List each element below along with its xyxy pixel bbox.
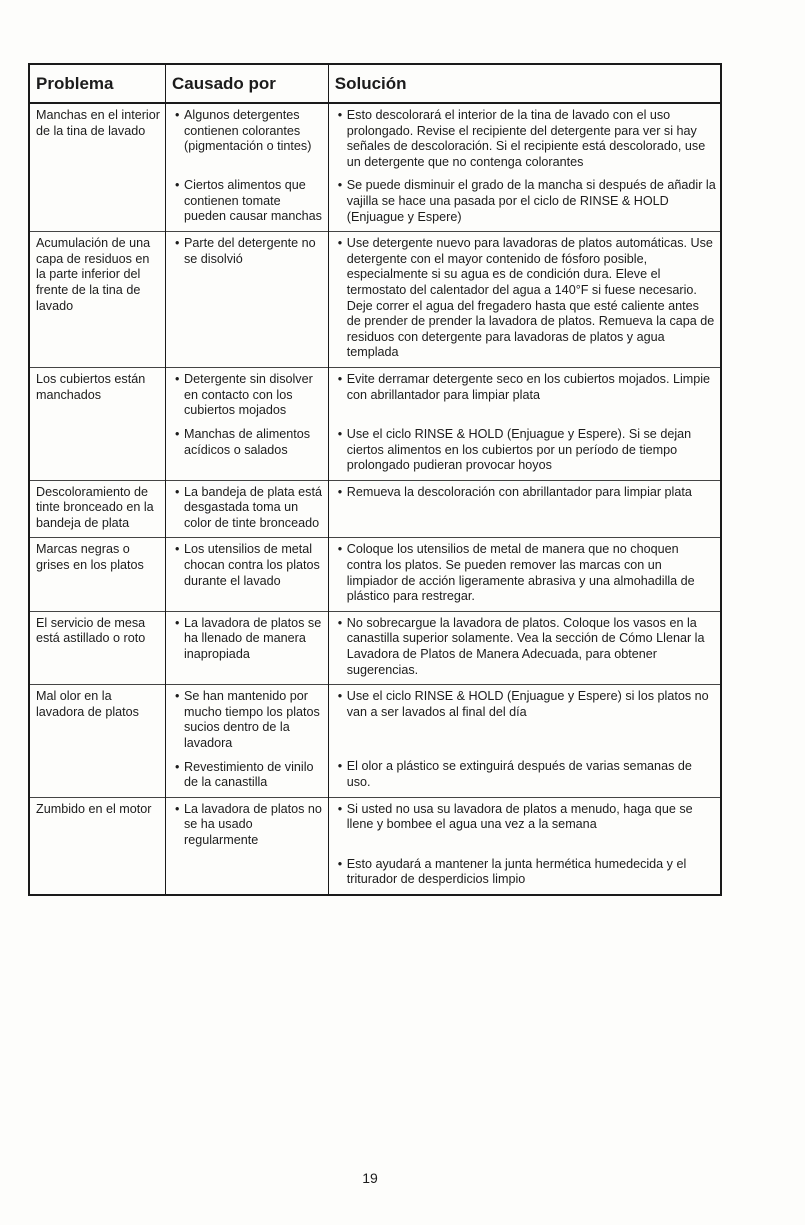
problem-text: Zumbido en el motor [36,801,152,816]
problem-text: El servicio de mesa está astillado o roto [36,615,146,646]
cause-entry [172,485,324,532]
solution-entry [335,759,716,790]
solution-cell [328,367,721,480]
problem-cell [29,797,166,895]
solution-cell [328,232,721,368]
cause-cell [166,232,329,368]
cause-text: Manchas de alimentos acídicos o salados [184,426,311,457]
solution-entry [335,689,716,751]
problem-text: Manchas en el interior de la tina de lavado [36,108,160,138]
cause-text: Parte del detergente no se disolvió [184,236,316,266]
solution-entry [335,485,716,501]
troubleshooting-table [28,63,722,896]
solution-entry [335,178,716,225]
bullet-icon: • [175,615,180,630]
problem-text: Descoloramiento de tinte bronceado en la bandeja de plata [36,484,154,530]
bullet-icon: • [337,689,343,704]
bullet-icon: • [337,615,343,630]
solution-text: Use el ciclo RINSE & HOLD (Enjuague y Espere). Si se dejan ciertos alimentos en los cubiertos por un período de tiempo prolongado pudieran provocar hoyos [346,426,692,473]
solution-text: El olor a plástico se extinguirá después de varias semanas de uso. [346,759,692,789]
cause-text: La bandeja de plata está desgastada toma un color de tinte bronceado [184,484,322,530]
cause-text: Algunos detergentes contienen colorantes (pigmentación o tintes) [184,108,312,154]
solution-entry [335,236,716,361]
solution-cell [328,103,721,232]
cause-entry [172,542,324,589]
solution-text: Esto descolorará el interior de la tina de lavado con el uso prolongado. Revise el recipiente del detergente para ver si hay señales de descoloración. Si el recipiente está descolorado, use un detergente que no contenga colorantes [346,108,706,169]
cause-entry [172,689,324,751]
problem-cell [29,538,166,611]
solution-cell [328,685,721,798]
bullet-icon: • [337,426,343,441]
solution-entry [335,427,716,474]
solution-text: No sobrecargue la lavadora de platos. Coloque los vasos en la canastilla superior solamente. Vea la sección de Cómo Llenar la Lavadora de Platos de Manera Adecuada, para obtener sugerencias. [346,615,705,677]
problem-cell [29,685,166,798]
bullet-icon: • [337,542,343,557]
cause-entry [172,236,324,267]
problem-cell [29,232,166,368]
bullet-icon: • [337,236,343,251]
bullet-icon: • [175,542,180,557]
table-row [29,232,721,368]
cause-cell [166,685,329,798]
problem-cell [29,367,166,480]
cause-entry [172,372,324,419]
table-row [29,538,721,611]
bullet-icon: • [175,484,180,499]
solution-text: Se puede disminuir el grado de la mancha si después de añadir la vajilla se hace una pasada por el ciclo de RINSE & HOLD (Enjuague y Espere) [346,178,716,224]
cause-cell [166,367,329,480]
solution-entry [335,857,716,888]
bullet-icon: • [337,856,343,871]
cause-text: Detergente sin disolver en contacto con los cubiertos mojados [184,371,313,418]
bullet-icon: • [337,108,343,122]
bullet-icon: • [175,689,180,704]
bullet-icon: • [175,371,180,386]
table-row [29,103,721,232]
cause-text: La lavadora de platos no se ha usado regularmente [184,801,322,847]
header-solution: Solución [328,64,721,103]
problem-text: Acumulación de una capa de residuos en la parte inferior del frente de la tina de lavado [36,236,151,313]
problem-cell [29,480,166,538]
cause-entry [172,108,324,170]
problem-text: Los cubiertos están manchados [36,371,146,402]
solution-entry [335,372,716,419]
bullet-icon: • [337,178,343,193]
bullet-icon: • [175,426,180,441]
solution-text: Use el ciclo RINSE & HOLD (Enjuague y Espere) si los platos no van a ser lavados al final del día [346,689,709,719]
cause-cell [166,103,329,232]
cause-entry [172,616,324,663]
table-body [29,103,721,895]
problem-cell [29,103,166,232]
problem-text: Mal olor en la lavadora de platos [36,689,139,719]
solution-text: Evite derramar detergente seco en los cubiertos mojados. Limpie con abrillantador para limpiar plata [346,371,711,402]
solution-entry [335,616,716,678]
solution-cell [328,611,721,684]
cause-text: Se han mantenido por mucho tiempo los platos sucios dentro de la lavadora [184,689,320,750]
table-row [29,367,721,480]
cause-text: Ciertos alimentos que contienen tomate pueden causar manchas [184,178,322,224]
solution-text: Si usted no usa su lavadora de platos a menudo, haga que se llene y bombee el agua una vez a la semana [346,801,693,832]
cause-text: Los utensilios de metal chocan contra los platos durante el lavado [184,542,320,588]
bullet-icon: • [175,108,180,122]
table-row [29,797,721,895]
header-cause: Causado por [166,64,329,103]
table-row [29,480,721,538]
solution-entry [335,542,716,604]
bullet-icon: • [175,759,180,774]
bullet-icon: • [337,759,343,774]
cause-entry [172,760,324,791]
cause-text: Revestimiento de vinilo de la canastilla [184,759,314,790]
solution-cell [328,538,721,611]
cause-cell [166,797,329,895]
solution-text: Esto ayudará a mantener la junta hermética humedecida y el triturador de desperdicios limpio [346,856,687,887]
table-header-row [29,64,721,103]
problem-text: Marcas negras o grises en los platos [36,542,144,573]
table-row [29,611,721,684]
bullet-icon: • [175,178,180,192]
cause-cell [166,480,329,538]
bullet-icon: • [175,801,180,816]
cause-text: La lavadora de platos se ha llenado de manera inapropiada [184,615,322,662]
solution-entry [335,108,716,170]
cause-cell [166,538,329,611]
cause-cell [166,611,329,684]
header-problem: Problema [29,64,166,103]
solution-cell [328,797,721,895]
solution-text: Coloque los utensilios de metal de manera que no choquen contra los platos. Se pueden remover las marcas con un limpiador de acción ligeramente abrasiva y una almohadilla de plástico para restregar. [346,542,695,604]
bullet-icon: • [337,484,343,499]
solution-text: Use detergente nuevo para lavadoras de platos automáticas. Use detergente con el mayor contenido de fósforo posible, especialmente si su agua es de condición dura. Eleve el termostato del calentador del agua a 140°F si fuese necesario. Deje correr el agua del fregadero hasta que esté caliente antes de prender de prender la lavadora de platos. Remueva la capa de residuos con detergente para lavadoras de platos y agua templada [346,236,715,360]
cause-entry [172,178,324,225]
bullet-icon: • [337,371,343,386]
solution-text: Remueva la descoloración con abrillantador para limpiar plata [346,484,692,499]
cause-entry [172,427,324,458]
table-row [29,685,721,798]
solution-entry [335,802,716,849]
cause-entry [172,802,324,849]
page-number: 19 [362,1170,378,1186]
problem-cell [29,611,166,684]
solution-cell [328,480,721,538]
bullet-icon: • [337,801,343,816]
bullet-icon: • [175,236,180,251]
